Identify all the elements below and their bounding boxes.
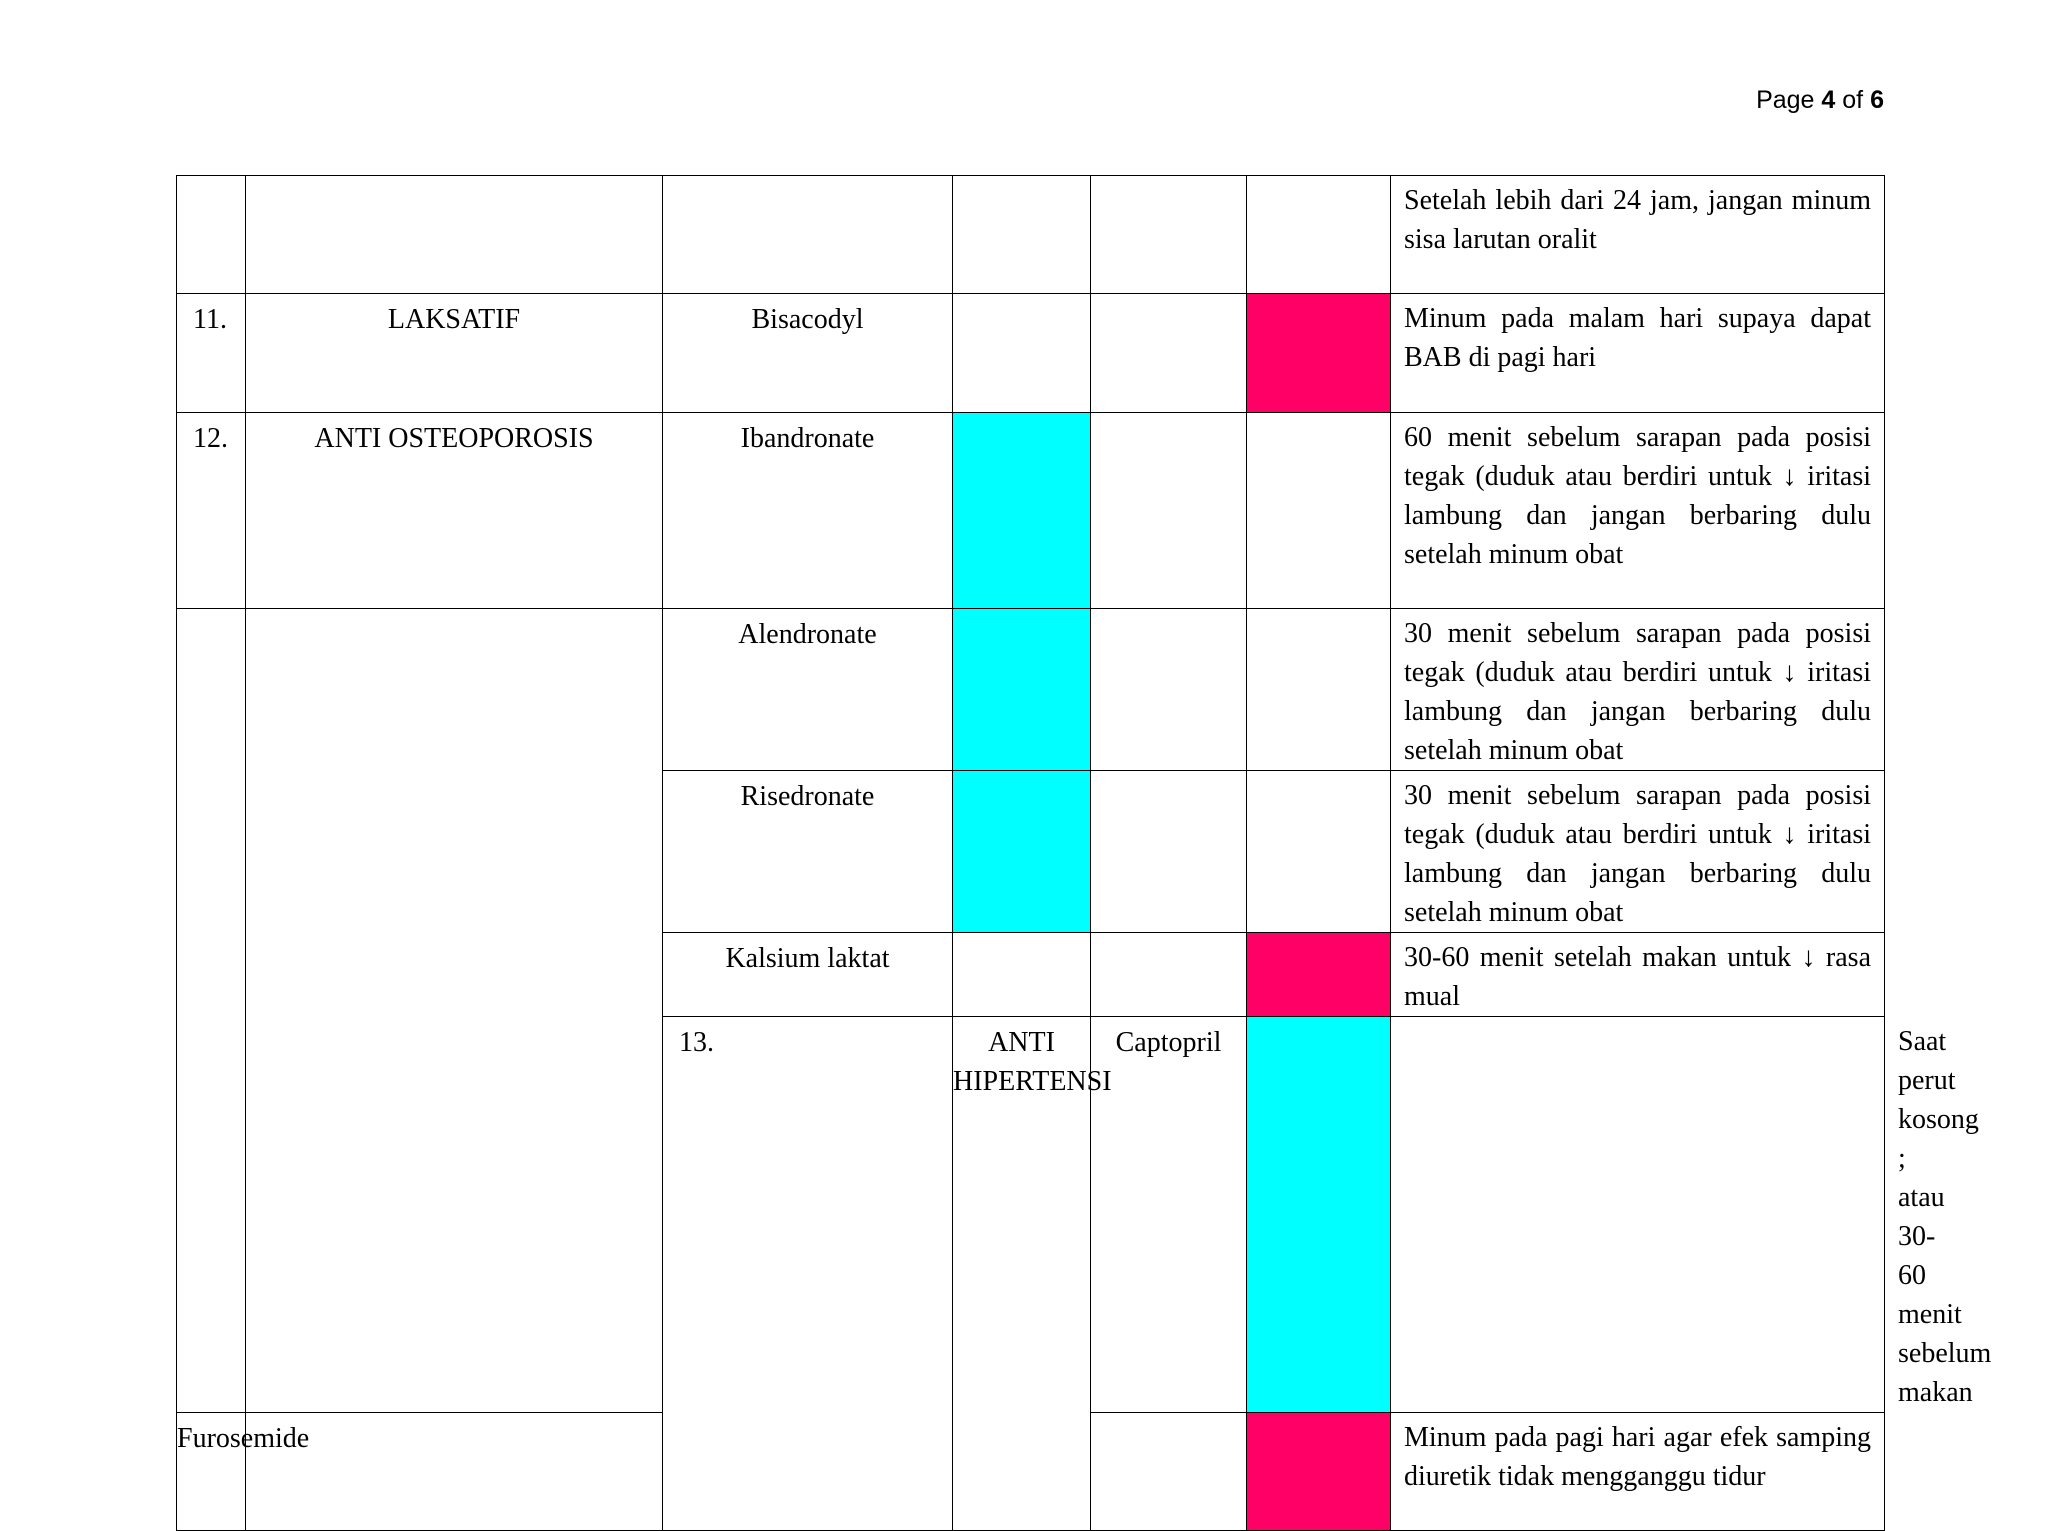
timing-column-2-cell — [1391, 1017, 1885, 1413]
medication-timing-table — [176, 175, 1992, 1531]
timing-column-1-cell — [953, 176, 1091, 294]
instruction-cell: 60 menit sebelum sarapan pada posisi tegak (duduk atau berdiri untuk ↓ iritasi lambung dan jangan berbaring dulu setelah minum obat — [1391, 413, 1885, 609]
table-row — [177, 609, 1885, 771]
instruction-cell: Minum pada malam hari supaya dapat BAB di pagi hari — [1391, 294, 1885, 413]
drug-class-cell — [246, 609, 663, 1413]
drug-class-cell: ANTI HIPERTENSI — [953, 1017, 1091, 1531]
cyan-timing-marker — [1247, 1017, 1391, 1413]
drug-name-cell: Captopril — [1091, 1017, 1247, 1413]
drug-name-cell: Bisacodyl — [663, 294, 953, 413]
instruction-cell: Minum pada pagi hari agar efek samping diuretik tidak mengganggu tidur — [1391, 1413, 1885, 1531]
cyan-timing-marker — [953, 609, 1091, 771]
drug-class-cell: ANTI OSTEOPOROSIS — [246, 413, 663, 609]
row-number-cell — [177, 176, 246, 294]
row-number-cell: 13. — [663, 1017, 953, 1531]
row-number-cell — [177, 609, 246, 1413]
page-word: Page — [1756, 86, 1815, 114]
table-row — [177, 294, 1885, 413]
timing-column-3-cell — [1247, 609, 1391, 771]
timing-column-3-cell — [1247, 413, 1391, 609]
row-number-cell: 11. — [177, 294, 246, 413]
cyan-timing-marker — [953, 413, 1091, 609]
table-row — [177, 413, 1885, 609]
drug-name-cell: Alendronate — [663, 609, 953, 771]
drug-name-cell: Risedronate — [663, 771, 953, 933]
total-pages-number: 6 — [1870, 86, 1884, 114]
timing-column-1-cell — [953, 933, 1091, 1017]
row-number-cell: 12. — [177, 413, 246, 609]
drug-name-cell: Kalsium laktat — [663, 933, 953, 1017]
timing-column-2-cell — [1091, 413, 1247, 609]
timing-column-2-cell — [1091, 294, 1247, 413]
instruction-cell: 30-60 menit setelah makan untuk ↓ rasa mual — [1391, 933, 1885, 1017]
of-word: of — [1842, 86, 1864, 114]
table-row — [177, 176, 1885, 294]
timing-column-3-cell — [1247, 771, 1391, 933]
timing-column-2-cell — [1091, 1413, 1247, 1531]
magenta-timing-marker — [1247, 294, 1391, 413]
magenta-timing-marker — [1247, 1413, 1391, 1531]
current-page-number: 4 — [1821, 86, 1836, 114]
drug-class-cell — [246, 176, 663, 294]
timing-column-2-cell — [1091, 176, 1247, 294]
drug-name-cell: Ibandronate — [663, 413, 953, 609]
timing-column-2-cell — [1091, 609, 1247, 771]
instruction-cell: 30 menit sebelum sarapan pada posisi tegak (duduk atau berdiri untuk ↓ iritasi lambung dan jangan berbaring dulu setelah minum obat — [1391, 771, 1885, 933]
table-row: 13. ANTI HIPERTENSI Captopril Saat perut kosong ; atau 30-60 menit sebelum makan — [177, 1017, 1885, 1413]
timing-column-2-cell — [1091, 933, 1247, 1017]
instruction-cell: Setelah lebih dari 24 jam, jangan minum sisa larutan oralit — [1391, 176, 1885, 294]
drug-name-cell — [663, 176, 953, 294]
drug-class-cell: LAKSATIF — [246, 294, 663, 413]
instruction-cell: 30 menit sebelum sarapan pada posisi tegak (duduk atau berdiri untuk ↓ iritasi lambung dan jangan berbaring dulu setelah minum obat — [1391, 609, 1885, 771]
magenta-timing-marker — [1247, 933, 1391, 1017]
timing-column-1-cell — [953, 294, 1091, 413]
page-number-header — [1756, 86, 1884, 115]
timing-column-2-cell — [1091, 771, 1247, 933]
drug-name-cell: Furosemide — [177, 1413, 246, 1531]
timing-column-3-cell — [1247, 176, 1391, 294]
cyan-timing-marker — [953, 771, 1091, 933]
